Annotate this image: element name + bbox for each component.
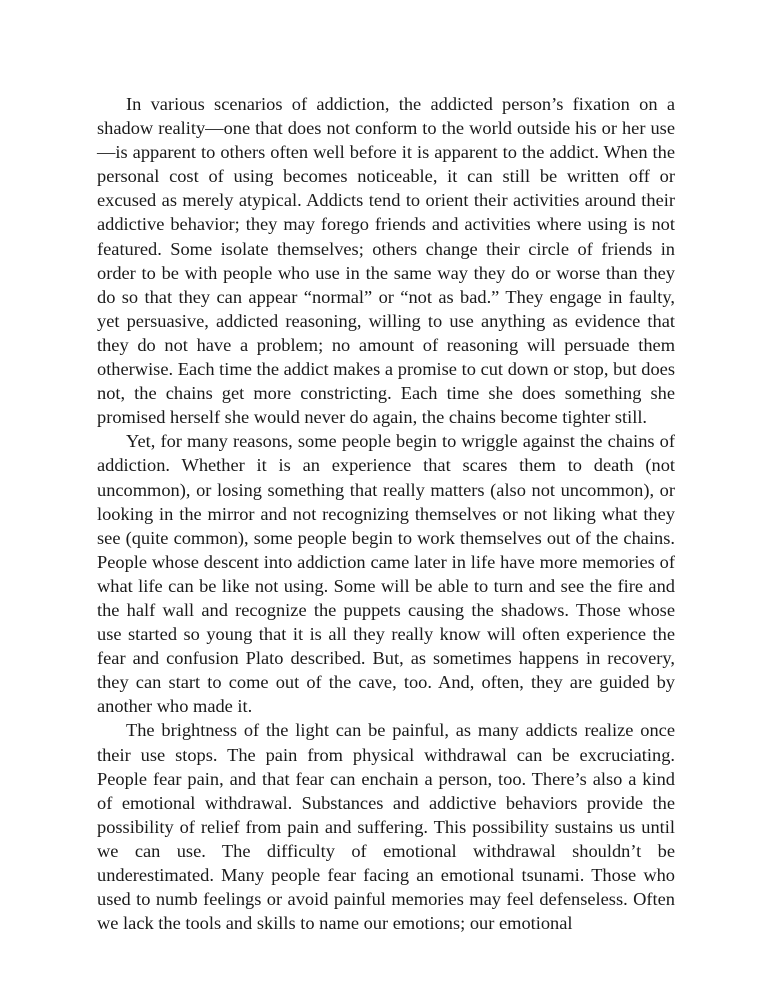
document-page xyxy=(97,92,675,935)
paragraph-1: In various scenarios of addiction, the addicted person’s fixation on a shadow reality—one that does not conform to the world outside his or her use—is apparent to others often well before it is apparent to the addict. When the personal cost of using becomes noticeable, it can still be written off or excused as merely atypical. Addicts tend to orient their activities around their addictive behavior; they may forego friends and activities where using is not featured. Some isolate themselves; others change their circle of friends in order to be with people who use in the same way they do or worse than they do so that they can appear “normal” or “not as bad.” They engage in faulty, yet persuasive, addicted reasoning, willing to use anything as evidence that they do not have a problem; no amount of reasoning will persuade them otherwise. Each time the addict makes a promise to cut down or stop, but does not, the chains get more constricting. Each time she does something she promised herself she would never do again, the chains become tighter still. xyxy=(97,94,675,428)
paragraph-3: The brightness of the light can be painful, as many addicts realize once their use stops. The pain from physical withdrawal can be excruciating. People fear pain, and that fear can enchain a person, too. There’s also a kind of emotional withdrawal. Substances and addictive behaviors provide the possibility of relief from pain and suffering. This possibility sustains us until we can use. The difficulty of emotional withdrawal shouldn’t be underestimated. Many people fear facing an emotional tsunami. Those who used to numb feelings or avoid painful memories may feel defenseless. Often we lack the tools and skills to name our emotions; our emotional xyxy=(97,720,675,934)
paragraph-2: Yet, for many reasons, some people begin to wriggle against the chains of addiction. Whether it is an experience that scares them to death (not uncommon), or losing something that really matters (also not uncommon), or looking in the mirror and not recognizing themselves or not liking what they see (quite common), some people begin to work themselves out of the chains. People whose descent into addiction came later in life have more memories of what life can be like not using. Some will be able to turn and see the fire and the half wall and recognize the puppets causing the shadows. Those whose use started so young that it is all they really know will often experience the fear and confusion Plato described. But, as sometimes happens in recovery, they can start to come out of the cave, too. And, often, they are guided by another who made it. xyxy=(97,431,675,717)
